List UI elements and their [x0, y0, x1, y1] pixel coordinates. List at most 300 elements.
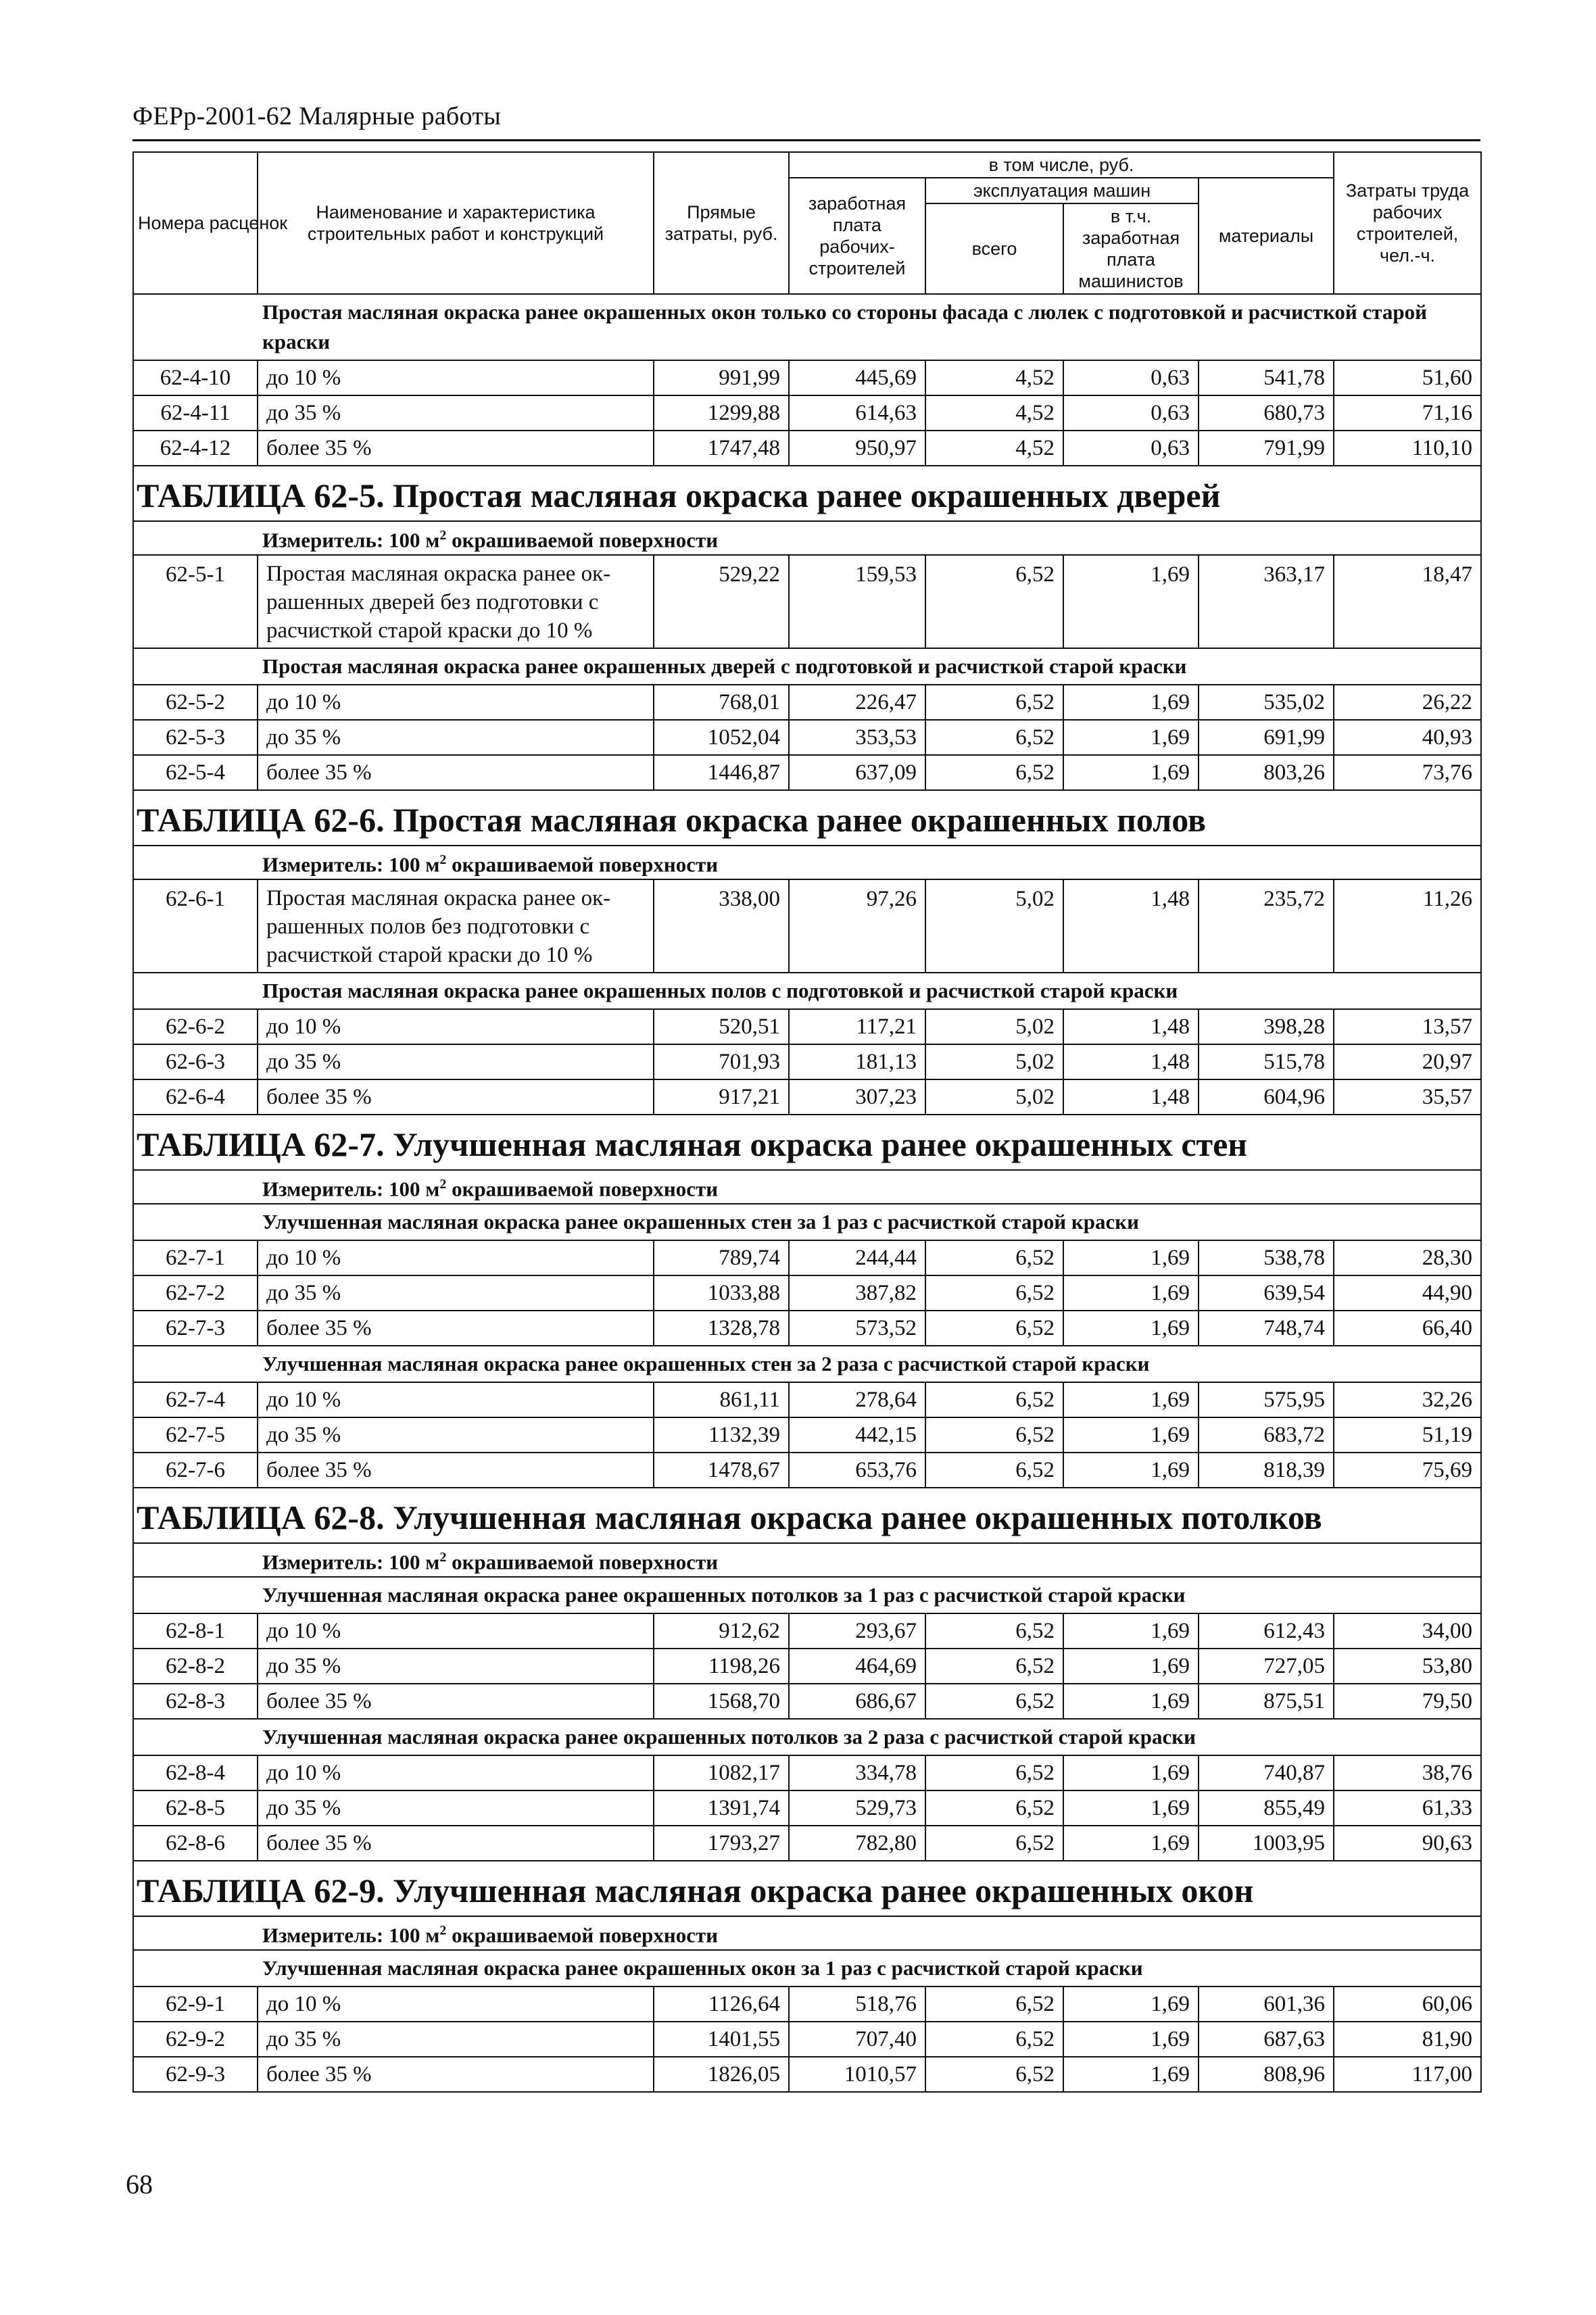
worker-wages: 117,21: [789, 1009, 925, 1044]
rate-code: 62-4-11: [133, 395, 258, 431]
materials-cost: 748,74: [1199, 1311, 1334, 1346]
worker-wages: 97,26: [789, 879, 925, 973]
table-row: [133, 1755, 1481, 1790]
labor-hours: 51,60: [1334, 360, 1481, 395]
rate-code: 62-5-1: [133, 555, 258, 648]
table-row: [133, 1009, 1481, 1044]
materials-cost: 398,28: [1199, 1009, 1334, 1044]
group-heading: Улучшенная масляная окраска ранее окрашенных потолков за 2 раза с расчисткой старой краски: [133, 1719, 1481, 1755]
machine-cost: 6,52: [925, 1613, 1063, 1649]
direct-cost: 991,99: [654, 360, 789, 395]
materials-cost: 687,63: [1199, 2022, 1334, 2057]
table-row: [133, 1684, 1481, 1719]
materials-cost: 875,51: [1199, 1684, 1334, 1719]
rate-code: 62-9-1: [133, 1987, 258, 2022]
table-row: [133, 1613, 1481, 1649]
worker-wages: 181,13: [789, 1044, 925, 1079]
unit-label: [133, 1543, 1481, 1577]
direct-cost: 1052,04: [654, 720, 789, 755]
table-title: ТАБЛИЦА 62-6. Простая масляная окраска ранее окрашенных полов: [133, 790, 1481, 846]
work-name: до 35 %: [258, 395, 654, 431]
rate-code: 62-8-5: [133, 1790, 258, 1826]
worker-wages: 686,67: [789, 1684, 925, 1719]
direct-cost: 1568,70: [654, 1684, 789, 1719]
machine-cost: 6,52: [925, 1417, 1063, 1453]
unit-prefix: Измеритель: 100 м: [262, 528, 440, 552]
work-name: до 35 %: [258, 1044, 654, 1079]
machine-cost: 6,52: [925, 1311, 1063, 1346]
worker-wages: 1010,57: [789, 2057, 925, 2092]
machinist-wages: 1,48: [1063, 1044, 1199, 1079]
labor-hours: 40,93: [1334, 720, 1481, 755]
work-name: более 35 %: [258, 755, 654, 790]
unit-suffix: окрашиваемой поверхности: [446, 852, 719, 877]
rate-code: 62-8-1: [133, 1613, 258, 1649]
table-row: [133, 755, 1481, 790]
direct-cost: 1446,87: [654, 755, 789, 790]
labor-hours: 60,06: [1334, 1987, 1481, 2022]
machinist-wages: 1,69: [1063, 1417, 1199, 1453]
work-name: до 10 %: [258, 1613, 654, 1649]
col-header-machines-wages: в т.ч. заработная плата машинистов: [1063, 203, 1199, 294]
machine-cost: 6,52: [925, 1275, 1063, 1311]
labor-hours: 34,00: [1334, 1613, 1481, 1649]
work-name: до 10 %: [258, 360, 654, 395]
machinist-wages: 1,69: [1063, 1790, 1199, 1826]
machinist-wages: 0,63: [1063, 431, 1199, 466]
worker-wages: 278,64: [789, 1382, 925, 1417]
work-name: до 35 %: [258, 1649, 654, 1684]
materials-cost: 575,95: [1199, 1382, 1334, 1417]
direct-cost: 1126,64: [654, 1987, 789, 2022]
col-header-direct: Прямые затраты, руб.: [654, 152, 789, 294]
work-name: Простая масляная окраска ранее ок- рашенных полов без подготовки с расчисткой старой краски до 10 %: [258, 879, 654, 973]
unit-prefix: Измеритель: 100 м: [262, 1550, 440, 1574]
table-row: [133, 1790, 1481, 1826]
direct-cost: 917,21: [654, 1079, 789, 1115]
work-name: до 35 %: [258, 1417, 654, 1453]
worker-wages: 387,82: [789, 1275, 925, 1311]
machinist-wages: 1,69: [1063, 1382, 1199, 1417]
machine-cost: 6,52: [925, 720, 1063, 755]
table-header-row-1: [133, 152, 1481, 178]
machine-cost: 5,02: [925, 1079, 1063, 1115]
machine-cost: 6,52: [925, 2057, 1063, 2092]
machine-cost: 6,52: [925, 1790, 1063, 1826]
work-name: до 10 %: [258, 1240, 654, 1275]
direct-cost: 1082,17: [654, 1755, 789, 1790]
unit-power: 2: [439, 1550, 447, 1565]
worker-wages: 307,23: [789, 1079, 925, 1115]
group-heading: Простая масляная окраска ранее окрашенных окон только со стороны фасада с люлек с подготовкой и расчисткой старой краски: [133, 294, 1481, 360]
group-heading: Улучшенная масляная окраска ранее окрашенных стен за 2 раза с расчисткой старой краски: [133, 1346, 1481, 1382]
group-heading-row: [133, 1346, 1481, 1382]
rate-code: 62-4-10: [133, 360, 258, 395]
table-row: [133, 1417, 1481, 1453]
group-heading: Простая масляная окраска ранее окрашенных дверей с подготовкой и расчисткой старой краски: [133, 648, 1481, 685]
labor-hours: 90,63: [1334, 1826, 1481, 1861]
direct-cost: 861,11: [654, 1382, 789, 1417]
table-row: [133, 720, 1481, 755]
labor-hours: 110,10: [1334, 431, 1481, 466]
materials-cost: 855,49: [1199, 1790, 1334, 1826]
work-name: до 35 %: [258, 2022, 654, 2057]
rate-code: 62-7-4: [133, 1382, 258, 1417]
table-row: [133, 431, 1481, 466]
group-heading-row: [133, 1577, 1481, 1613]
machinist-wages: 1,69: [1063, 2022, 1199, 2057]
machine-cost: 4,52: [925, 395, 1063, 431]
direct-cost: 1478,67: [654, 1453, 789, 1488]
rate-code: 62-9-2: [133, 2022, 258, 2057]
direct-cost: 1299,88: [654, 395, 789, 431]
worker-wages: 159,53: [789, 555, 925, 648]
table-title: ТАБЛИЦА 62-9. Улучшенная масляная окраска ранее окрашенных окон: [133, 1861, 1481, 1916]
materials-cost: 691,99: [1199, 720, 1334, 755]
direct-cost: 1033,88: [654, 1275, 789, 1311]
machinist-wages: 1,69: [1063, 1826, 1199, 1861]
machinist-wages: 1,69: [1063, 2057, 1199, 2092]
unit-row: [133, 846, 1481, 879]
machinist-wages: 1,69: [1063, 1987, 1199, 2022]
unit-power: 2: [439, 852, 447, 868]
machine-cost: 6,52: [925, 685, 1063, 720]
worker-wages: 334,78: [789, 1755, 925, 1790]
labor-hours: 38,76: [1334, 1755, 1481, 1790]
work-name: до 35 %: [258, 1275, 654, 1311]
table-title-row: [133, 466, 1481, 521]
col-header-machines: эксплуатация машин: [925, 178, 1199, 203]
machine-cost: 6,52: [925, 755, 1063, 790]
col-header-materials: материалы: [1199, 178, 1334, 294]
work-name: более 35 %: [258, 1826, 654, 1861]
rate-code: 62-7-3: [133, 1311, 258, 1346]
group-heading-row: [133, 648, 1481, 685]
materials-cost: 803,26: [1199, 755, 1334, 790]
machinist-wages: 1,48: [1063, 1079, 1199, 1115]
machinist-wages: 1,69: [1063, 1613, 1199, 1649]
direct-cost: 912,62: [654, 1613, 789, 1649]
work-name: до 10 %: [258, 1755, 654, 1790]
rate-code: 62-4-12: [133, 431, 258, 466]
labor-hours: 18,47: [1334, 555, 1481, 648]
unit-suffix: окрашиваемой поверхности: [446, 1550, 719, 1574]
machinist-wages: 1,69: [1063, 755, 1199, 790]
worker-wages: 244,44: [789, 1240, 925, 1275]
direct-cost: 1747,48: [654, 431, 789, 466]
table-row: [133, 879, 1481, 973]
unit-power: 2: [439, 1177, 447, 1192]
materials-cost: 612,43: [1199, 1613, 1334, 1649]
machine-cost: 6,52: [925, 555, 1063, 648]
unit-prefix: Измеритель: 100 м: [262, 852, 440, 877]
machinist-wages: 0,63: [1063, 360, 1199, 395]
direct-cost: 1401,55: [654, 2022, 789, 2057]
labor-hours: 117,00: [1334, 2057, 1481, 2092]
direct-cost: 338,00: [654, 879, 789, 973]
group-heading-row: [133, 1719, 1481, 1755]
rate-code: 62-8-2: [133, 1649, 258, 1684]
labor-hours: 11,26: [1334, 879, 1481, 973]
materials-cost: 1003,95: [1199, 1826, 1334, 1861]
table-title-row: [133, 1861, 1481, 1916]
table-row: [133, 1044, 1481, 1079]
machine-cost: 6,52: [925, 1684, 1063, 1719]
unit-label: [133, 1916, 1481, 1950]
worker-wages: 464,69: [789, 1649, 925, 1684]
labor-hours: 13,57: [1334, 1009, 1481, 1044]
table-title: ТАБЛИЦА 62-7. Улучшенная масляная окраска ранее окрашенных стен: [133, 1115, 1481, 1170]
machinist-wages: 1,69: [1063, 1453, 1199, 1488]
unit-power: 2: [439, 528, 447, 543]
unit-label: [133, 1170, 1481, 1204]
labor-hours: 75,69: [1334, 1453, 1481, 1488]
materials-cost: 363,17: [1199, 555, 1334, 648]
unit-suffix: окрашиваемой поверхности: [446, 1177, 719, 1201]
work-name: до 35 %: [258, 1790, 654, 1826]
rate-code: 62-5-4: [133, 755, 258, 790]
labor-hours: 35,57: [1334, 1079, 1481, 1115]
table-title-row: [133, 1488, 1481, 1543]
table-row: [133, 2022, 1481, 2057]
table-row: [133, 1240, 1481, 1275]
rate-code: 62-5-2: [133, 685, 258, 720]
work-name: до 10 %: [258, 1987, 654, 2022]
materials-cost: 515,78: [1199, 1044, 1334, 1079]
labor-hours: 26,22: [1334, 685, 1481, 720]
worker-wages: 950,97: [789, 431, 925, 466]
work-name: более 35 %: [258, 1684, 654, 1719]
unit-prefix: Измеритель: 100 м: [262, 1923, 440, 1947]
machine-cost: 6,52: [925, 1453, 1063, 1488]
group-heading: Улучшенная масляная окраска ранее окрашенных потолков за 1 раз с расчисткой старой краски: [133, 1577, 1481, 1613]
direct-cost: 768,01: [654, 685, 789, 720]
group-heading: Улучшенная масляная окраска ранее окрашенных стен за 1 раз с расчисткой старой краски: [133, 1204, 1481, 1240]
work-name: Простая масляная окраска ранее ок- рашенных дверей без подготовки с расчисткой старой краски до 10 %: [258, 555, 654, 648]
direct-cost: 1132,39: [654, 1417, 789, 1453]
table-row: [133, 1079, 1481, 1115]
materials-cost: 791,99: [1199, 431, 1334, 466]
work-name: более 35 %: [258, 1453, 654, 1488]
work-name: более 35 %: [258, 1079, 654, 1115]
table-row: [133, 395, 1481, 431]
work-name: более 35 %: [258, 1311, 654, 1346]
direct-cost: 1198,26: [654, 1649, 789, 1684]
machine-cost: 6,52: [925, 1987, 1063, 2022]
materials-cost: 818,39: [1199, 1453, 1334, 1488]
unit-row: [133, 1170, 1481, 1204]
materials-cost: 740,87: [1199, 1755, 1334, 1790]
worker-wages: 529,73: [789, 1790, 925, 1826]
worker-wages: 353,53: [789, 720, 925, 755]
machinist-wages: 1,69: [1063, 1755, 1199, 1790]
machinist-wages: 1,69: [1063, 720, 1199, 755]
work-name: более 35 %: [258, 2057, 654, 2092]
rate-code: 62-8-3: [133, 1684, 258, 1719]
worker-wages: 707,40: [789, 2022, 925, 2057]
machine-cost: 5,02: [925, 1044, 1063, 1079]
worker-wages: 653,76: [789, 1453, 925, 1488]
machinist-wages: 1,69: [1063, 1649, 1199, 1684]
work-name: до 35 %: [258, 720, 654, 755]
worker-wages: 445,69: [789, 360, 925, 395]
group-heading: Улучшенная масляная окраска ранее окрашенных окон за 1 раз с расчисткой старой краски: [133, 1950, 1481, 1987]
unit-suffix: окрашиваемой поверхности: [446, 1923, 719, 1947]
unit-suffix: окрашиваемой поверхности: [446, 528, 719, 552]
work-name: до 10 %: [258, 685, 654, 720]
unit-row: [133, 1543, 1481, 1577]
direct-cost: 1826,05: [654, 2057, 789, 2092]
work-name: до 10 %: [258, 1009, 654, 1044]
table-row: [133, 555, 1481, 648]
machinist-wages: 1,69: [1063, 1240, 1199, 1275]
table-row: [133, 1275, 1481, 1311]
machine-cost: 6,52: [925, 1755, 1063, 1790]
rate-code: 62-8-6: [133, 1826, 258, 1861]
worker-wages: 573,52: [789, 1311, 925, 1346]
work-name: более 35 %: [258, 431, 654, 466]
machine-cost: 5,02: [925, 879, 1063, 973]
rate-code: 62-7-5: [133, 1417, 258, 1453]
table-title: ТАБЛИЦА 62-5. Простая масляная окраска ранее окрашенных дверей: [133, 466, 1481, 521]
unit-row: [133, 1916, 1481, 1950]
machine-cost: 6,52: [925, 1382, 1063, 1417]
unit-prefix: Измеритель: 100 м: [262, 1177, 440, 1201]
labor-hours: 61,33: [1334, 1790, 1481, 1826]
direct-cost: 520,51: [654, 1009, 789, 1044]
worker-wages: 637,09: [789, 755, 925, 790]
labor-hours: 28,30: [1334, 1240, 1481, 1275]
materials-cost: 808,96: [1199, 2057, 1334, 2092]
machinist-wages: 1,69: [1063, 555, 1199, 648]
materials-cost: 535,02: [1199, 685, 1334, 720]
table-row: [133, 1311, 1481, 1346]
table-title-row: [133, 790, 1481, 846]
col-header-labor: Затраты труда рабочих строителей, чел.-ч.: [1334, 152, 1481, 294]
page-number: 68: [126, 2169, 153, 2199]
table-row: [133, 1453, 1481, 1488]
group-heading-row: [133, 1204, 1481, 1240]
rate-code: 62-6-3: [133, 1044, 258, 1079]
col-header-code: Номера расценок: [133, 152, 258, 294]
materials-cost: 639,54: [1199, 1275, 1334, 1311]
table-row: [133, 1987, 1481, 2022]
table-title: ТАБЛИЦА 62-8. Улучшенная масляная окраска ранее окрашенных потолков: [133, 1488, 1481, 1543]
machinist-wages: 0,63: [1063, 395, 1199, 431]
worker-wages: 226,47: [789, 685, 925, 720]
machine-cost: 6,52: [925, 1240, 1063, 1275]
materials-cost: 235,72: [1199, 879, 1334, 973]
table-row: [133, 2057, 1481, 2092]
worker-wages: 293,67: [789, 1613, 925, 1649]
machine-cost: 5,02: [925, 1009, 1063, 1044]
worker-wages: 614,63: [789, 395, 925, 431]
labor-hours: 66,40: [1334, 1311, 1481, 1346]
worker-wages: 442,15: [789, 1417, 925, 1453]
unit-label: [133, 846, 1481, 879]
col-header-wages: заработная плата рабочих-строителей: [789, 178, 925, 294]
unit-power: 2: [439, 1923, 447, 1939]
header-rule: [132, 139, 1480, 141]
direct-cost: 789,74: [654, 1240, 789, 1275]
materials-cost: 538,78: [1199, 1240, 1334, 1275]
table-row: [133, 685, 1481, 720]
machine-cost: 6,52: [925, 2022, 1063, 2057]
table-row: [133, 1649, 1481, 1684]
rate-code: 62-8-4: [133, 1755, 258, 1790]
machinist-wages: 1,48: [1063, 879, 1199, 973]
machinist-wages: 1,69: [1063, 1684, 1199, 1719]
rate-code: 62-6-2: [133, 1009, 258, 1044]
labor-hours: 32,26: [1334, 1382, 1481, 1417]
machine-cost: 4,52: [925, 431, 1063, 466]
materials-cost: 604,96: [1199, 1079, 1334, 1115]
group-heading-row: [133, 1950, 1481, 1987]
machinist-wages: 1,69: [1063, 1275, 1199, 1311]
worker-wages: 518,76: [789, 1987, 925, 2022]
unit-row: [133, 521, 1481, 555]
labor-hours: 20,97: [1334, 1044, 1481, 1079]
direct-cost: 529,22: [654, 555, 789, 648]
table-row: [133, 360, 1481, 395]
group-heading-row: [133, 973, 1481, 1009]
col-header-machines-total: всего: [925, 203, 1063, 294]
norms-table: [132, 151, 1482, 2093]
direct-cost: 701,93: [654, 1044, 789, 1079]
machine-cost: 6,52: [925, 1649, 1063, 1684]
machine-cost: 4,52: [925, 360, 1063, 395]
labor-hours: 73,76: [1334, 755, 1481, 790]
labor-hours: 44,90: [1334, 1275, 1481, 1311]
labor-hours: 51,19: [1334, 1417, 1481, 1453]
rate-code: 62-5-3: [133, 720, 258, 755]
materials-cost: 683,72: [1199, 1417, 1334, 1453]
machinist-wages: 1,69: [1063, 1311, 1199, 1346]
col-header-including: в том числе, руб.: [789, 152, 1334, 178]
direct-cost: 1328,78: [654, 1311, 789, 1346]
materials-cost: 541,78: [1199, 360, 1334, 395]
machinist-wages: 1,48: [1063, 1009, 1199, 1044]
direct-cost: 1793,27: [654, 1826, 789, 1861]
table-row: [133, 1826, 1481, 1861]
col-header-name: Наименование и характеристика строительных работ и конструкций: [258, 152, 654, 294]
direct-cost: 1391,74: [654, 1790, 789, 1826]
materials-cost: 601,36: [1199, 1987, 1334, 2022]
rate-code: 62-9-3: [133, 2057, 258, 2092]
group-heading-row: [133, 294, 1481, 360]
work-name: до 10 %: [258, 1382, 654, 1417]
table-row: [133, 1382, 1481, 1417]
labor-hours: 79,50: [1334, 1684, 1481, 1719]
unit-label: [133, 521, 1481, 555]
rate-code: 62-7-6: [133, 1453, 258, 1488]
rate-code: 62-6-1: [133, 879, 258, 973]
labor-hours: 81,90: [1334, 2022, 1481, 2057]
group-heading: Простая масляная окраска ранее окрашенных полов с подготовкой и расчисткой старой краски: [133, 973, 1481, 1009]
worker-wages: 782,80: [789, 1826, 925, 1861]
labor-hours: 53,80: [1334, 1649, 1481, 1684]
rate-code: 62-7-2: [133, 1275, 258, 1311]
table-title-row: [133, 1115, 1481, 1170]
running-header: ФЕРр-2001-62 Малярные работы: [132, 102, 502, 130]
machinist-wages: 1,69: [1063, 685, 1199, 720]
rate-code: 62-7-1: [133, 1240, 258, 1275]
machine-cost: 6,52: [925, 1826, 1063, 1861]
materials-cost: 727,05: [1199, 1649, 1334, 1684]
labor-hours: 71,16: [1334, 395, 1481, 431]
materials-cost: 680,73: [1199, 395, 1334, 431]
rate-code: 62-6-4: [133, 1079, 258, 1115]
